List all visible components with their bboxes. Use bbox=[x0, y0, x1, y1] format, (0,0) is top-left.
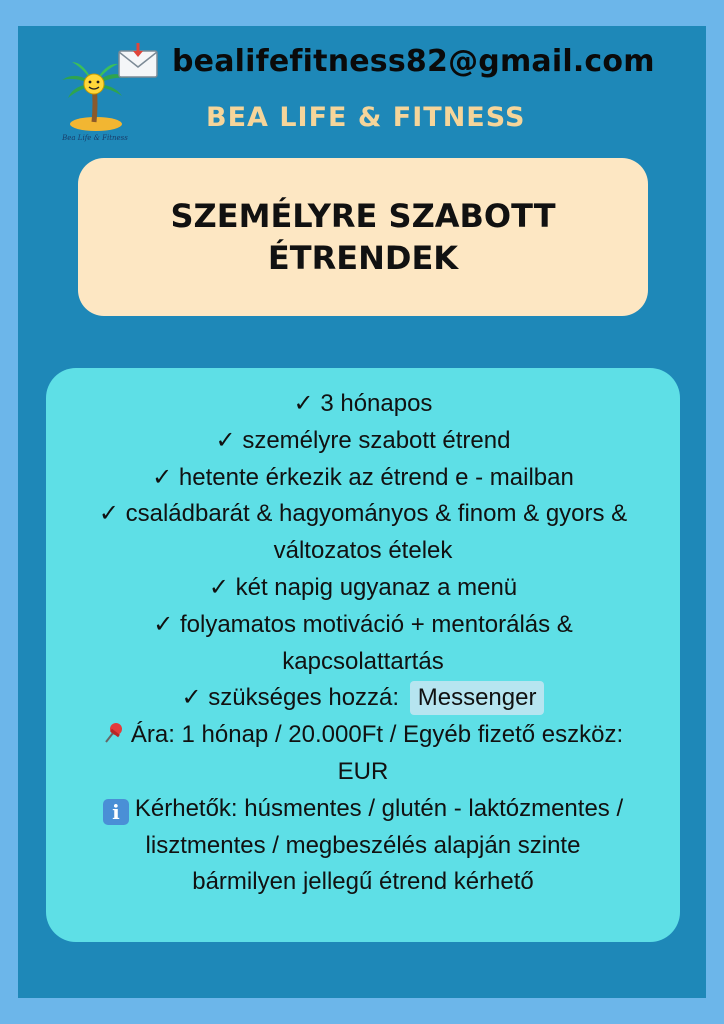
poster bbox=[18, 26, 706, 998]
feature-list bbox=[46, 386, 680, 901]
title-line-2: ÉTRENDEK bbox=[267, 239, 459, 277]
price-line bbox=[46, 717, 680, 754]
page-title bbox=[170, 195, 555, 279]
feature-box bbox=[46, 368, 680, 942]
information-icon: i bbox=[103, 799, 129, 825]
options-line-cont: bármilyen jellegű étrend kérhető bbox=[192, 868, 534, 896]
envelope-icon bbox=[116, 41, 160, 81]
feature-item: ✓ személyre szabott étrend bbox=[215, 426, 511, 454]
title-box bbox=[78, 158, 648, 316]
requirement-label: ✓ szükséges hozzá: bbox=[181, 684, 400, 712]
options-text: Kérhetők: húsmentes / glutén - laktózmentes / bbox=[134, 794, 624, 822]
feature-item-cont: változatos ételek bbox=[273, 537, 453, 565]
feature-item: ✓ két napig ugyanaz a menü bbox=[208, 573, 518, 601]
brand-name: BEA LIFE & FITNESS bbox=[206, 102, 526, 133]
messenger-tag[interactable]: Messenger bbox=[410, 681, 545, 715]
email-row bbox=[116, 40, 655, 82]
options-line bbox=[46, 791, 680, 828]
price-line-cont: EUR bbox=[337, 757, 389, 785]
price-text: Ára: 1 hónap / 20.000Ft / Egyéb fizető eszköz: bbox=[130, 721, 624, 749]
logo-text: Bea Life & Fitness bbox=[62, 134, 128, 142]
pushpin-icon bbox=[103, 721, 127, 745]
email-address[interactable]: bealifefitness82@gmail.com bbox=[172, 43, 655, 79]
feature-item: ✓ családbarát & hagyományos & finom & gyors & bbox=[98, 500, 628, 528]
title-line-1: SZEMÉLYRE SZABOTT bbox=[170, 197, 556, 235]
options-line-cont: lisztmentes / megbeszélés alapján szinte bbox=[145, 831, 581, 859]
feature-item: ✓ hetente érkezik az étrend e - mailban bbox=[152, 463, 574, 491]
feature-item-cont: kapcsolattartás bbox=[282, 647, 444, 675]
feature-item-requirement bbox=[46, 680, 680, 717]
feature-item: ✓ 3 hónapos bbox=[293, 390, 433, 417]
feature-item: ✓ folyamatos motiváció + mentorálás & bbox=[153, 610, 573, 638]
